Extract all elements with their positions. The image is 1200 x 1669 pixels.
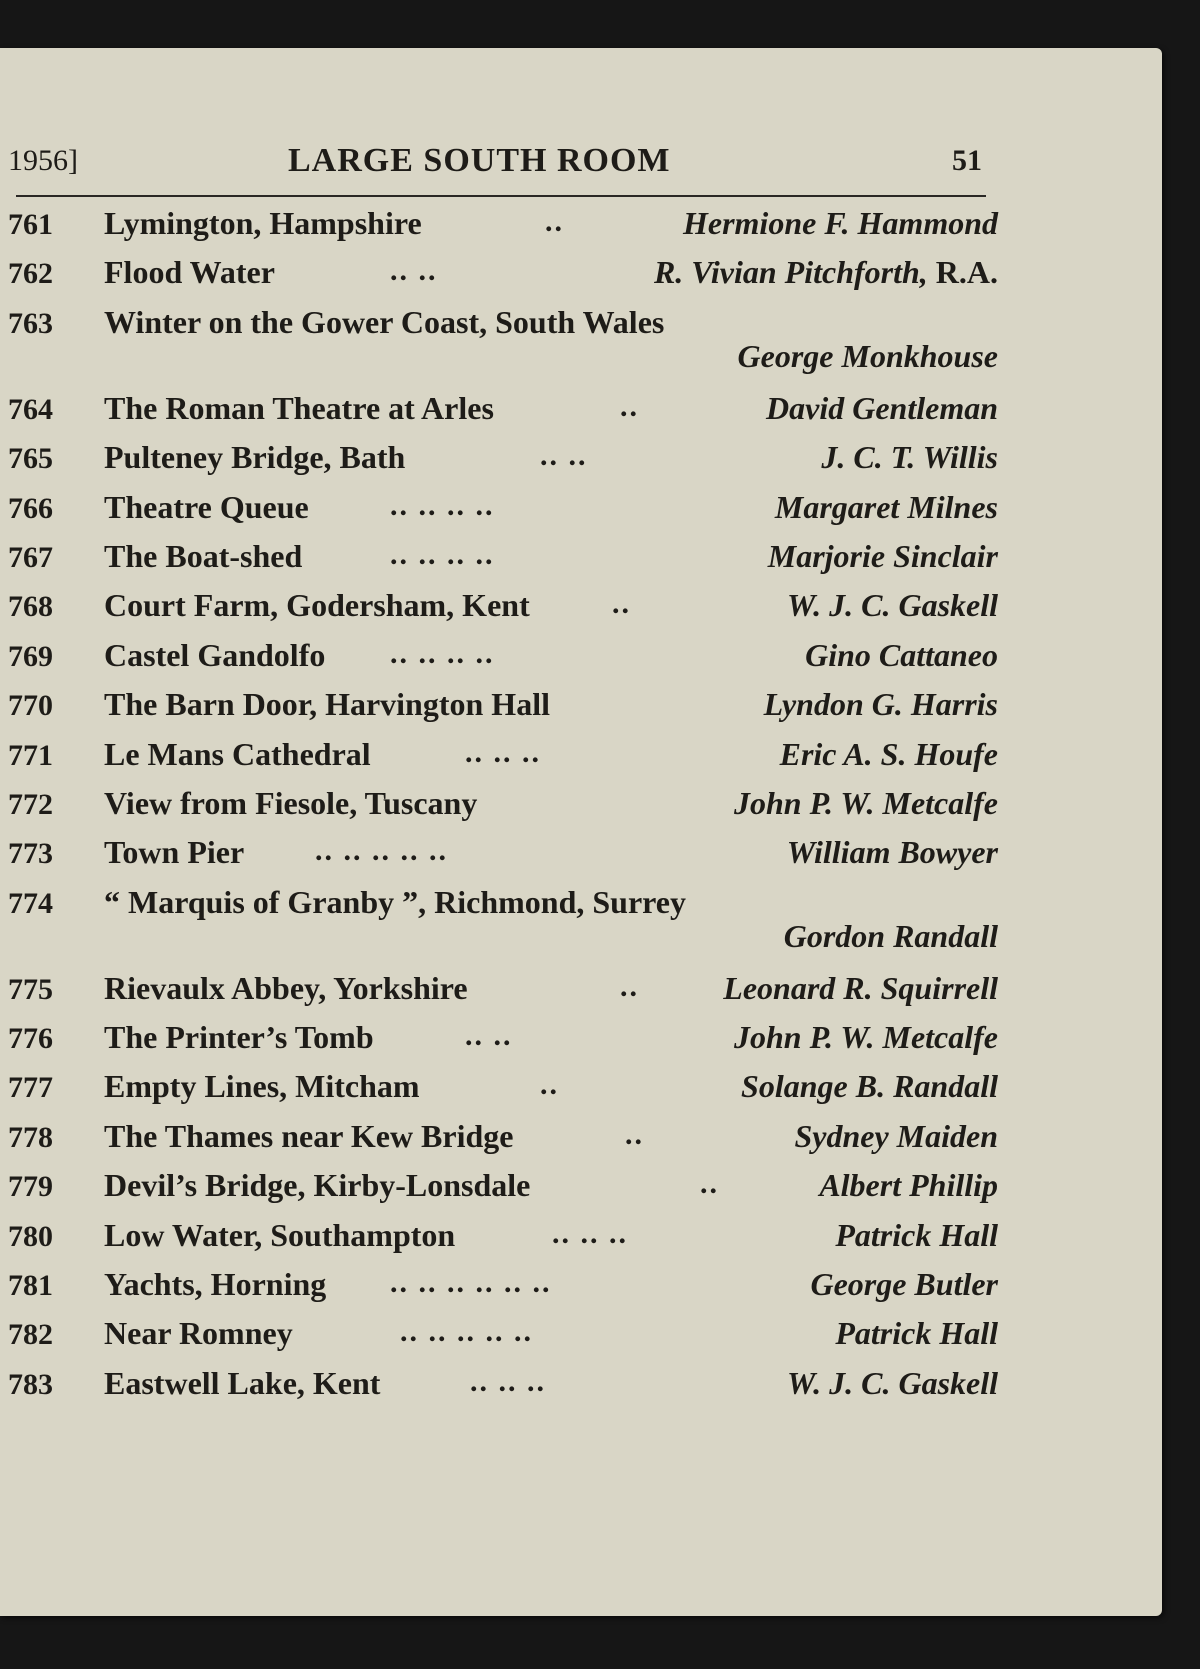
entry-artist: Eric A. S. Houfe [779,735,998,772]
dot-leader: .. .. .. [465,735,541,769]
artist-suffix: R.A. [927,254,998,291]
entry-number: 767 [8,540,53,574]
catalogue-entry [0,732,1010,781]
entry-artist: William Bowyer [786,834,998,871]
entry-title: Le Mans Cathedral [104,735,371,772]
entry-number: 769 [8,639,53,673]
entry-artist: Solange B. Randall [741,1068,998,1105]
entry-number: 761 [8,208,53,241]
dot-leader: .. [545,205,564,238]
catalogue-entry [0,682,1010,731]
entry-number: 777 [8,1071,53,1105]
entry-number: 771 [8,738,53,772]
dot-leader: .. .. .. [552,1216,628,1250]
entry-artist: Gordon Randall [783,917,998,954]
entry-title: Devil’s Bridge, Kirby-Lonsdale [104,1167,531,1204]
dot-leader: .. .. [465,1019,513,1053]
entry-title: “ Marquis of Granby ”, Richmond, Surrey [104,883,686,920]
catalogue-entry [0,633,1010,682]
entry-artist: George Butler [810,1266,998,1303]
catalogue-entry [0,201,1010,250]
entry-number: 768 [8,590,53,624]
entry-number: 763 [8,306,53,340]
entry-title: Winter on the Gower Coast, South Wales [104,303,665,340]
entry-title: Theatre Queue [104,488,309,525]
entry-number: 773 [8,837,53,871]
entry-title: Pulteney Bridge, Bath [104,439,406,476]
header-year: 1956] [8,144,78,177]
entry-title: Castel Gandolfo [104,636,326,673]
entry-artist: David Gentleman [766,389,998,426]
entry-artist [654,254,998,291]
entry-title: Rievaulx Abbey, Yorkshire [104,969,468,1006]
entry-number: 781 [8,1269,53,1303]
entry-title: Court Farm, Godersham, Kent [104,587,530,624]
catalogue-entry [0,534,1010,583]
dot-leader: .. [625,1117,644,1151]
catalogue-entry [0,300,1010,386]
entry-title: The Boat-shed [104,537,303,574]
dot-leader: .. .. .. [470,1364,546,1398]
entry-artist: Leonard R. Squirrell [723,969,998,1006]
entry-title: Flood Water [104,254,275,291]
dot-leader: .. [612,587,631,621]
catalogue-entry [0,485,1010,534]
catalogue-entry [0,781,1010,830]
entry-artist: Gino Cattaneo [805,636,998,673]
artist-name: R. Vivian Pitchforth, [653,254,928,291]
catalogue-entry [0,830,1010,879]
dot-leader: .. .. [540,439,588,473]
entry-title: The Barn Door, Harvington Hall [104,686,550,723]
entry-artist: Marjorie Sinclair [767,537,998,574]
entry-number: 783 [8,1367,53,1401]
entry-artist: Sydney Maiden [794,1117,998,1154]
entry-title: Lymington, Hampshire [104,205,422,241]
entry-number: 774 [8,886,53,920]
entry-artist: John P. W. Metcalfe [733,1019,998,1056]
entry-number: 766 [8,491,53,525]
entry-number: 775 [8,972,53,1006]
catalogue-entry [0,1015,1010,1064]
running-head [0,138,1000,188]
entry-number: 782 [8,1318,53,1352]
catalogue-entry [0,435,1010,484]
entry-number: 770 [8,689,53,723]
entry-artist: John P. W. Metcalfe [733,784,998,821]
dot-leader: .. [540,1068,559,1102]
entry-list [0,201,1010,1410]
header-rule [16,195,986,197]
entry-number: 772 [8,787,53,821]
entry-number: 762 [8,257,53,291]
entry-number: 776 [8,1022,53,1056]
entry-artist: Albert Phillip [819,1167,998,1204]
entry-artist: Lyndon G. Harris [763,686,998,723]
entry-number: 778 [8,1120,53,1154]
entry-number: 779 [8,1170,53,1204]
entry-artist: George Monkhouse [737,337,998,374]
header-title: LARGE SOUTH ROOM [288,142,671,179]
entry-title: Low Water, Southampton [104,1216,456,1253]
entry-title: The Printer’s Tomb [104,1019,374,1056]
entry-title: Near Romney [104,1315,293,1352]
dot-leader: .. .. .. .. .. .. [390,1266,552,1300]
header-page-number: 51 [952,144,982,177]
entry-artist: W. J. C. Gaskell [787,1364,998,1401]
dot-leader: .. .. .. .. .. [315,834,448,868]
catalogue-entry [0,583,1010,632]
entry-artist: Hermione F. Hammond [682,205,998,241]
entry-title: Town Pier [104,834,245,871]
dot-leader: .. .. .. .. .. [400,1315,533,1349]
dot-leader: .. [620,389,639,423]
catalogue-entry [0,250,1010,299]
entry-artist: J. C. T. Willis [821,439,998,476]
catalogue-entry [0,880,1010,966]
catalogue-entry [0,966,1010,1015]
catalogue-entry [0,1361,1010,1410]
catalogue-page [0,48,1162,1616]
catalogue-entry [0,1311,1010,1360]
entry-title: Eastwell Lake, Kent [104,1364,381,1401]
dot-leader: .. .. .. .. [390,537,495,571]
entry-artist: Patrick Hall [835,1315,998,1352]
entry-title: View from Fiesole, Tuscany [104,784,478,821]
dot-leader: .. .. [390,254,438,288]
entry-title: The Thames near Kew Bridge [104,1117,514,1154]
entry-title: The Roman Theatre at Arles [104,389,494,426]
entry-artist: Margaret Milnes [774,488,998,525]
entry-title: Yachts, Horning [104,1266,327,1303]
dot-leader: .. [700,1167,719,1201]
dot-leader: .. [620,969,639,1003]
entry-artist: Patrick Hall [835,1216,998,1253]
dot-leader: .. .. .. .. [390,488,495,522]
catalogue-entry [0,1114,1010,1163]
entry-artist: W. J. C. Gaskell [787,587,998,624]
entry-number: 765 [8,442,53,476]
entry-title: Empty Lines, Mitcham [104,1068,420,1105]
entry-number: 780 [8,1219,53,1253]
catalogue-entry [0,386,1010,435]
catalogue-entry [0,1262,1010,1311]
catalogue-entry [0,1064,1010,1113]
catalogue-entry [0,1213,1010,1262]
dot-leader: .. .. .. .. [390,636,495,670]
catalogue-entry [0,1163,1010,1212]
entry-number: 764 [8,392,53,426]
